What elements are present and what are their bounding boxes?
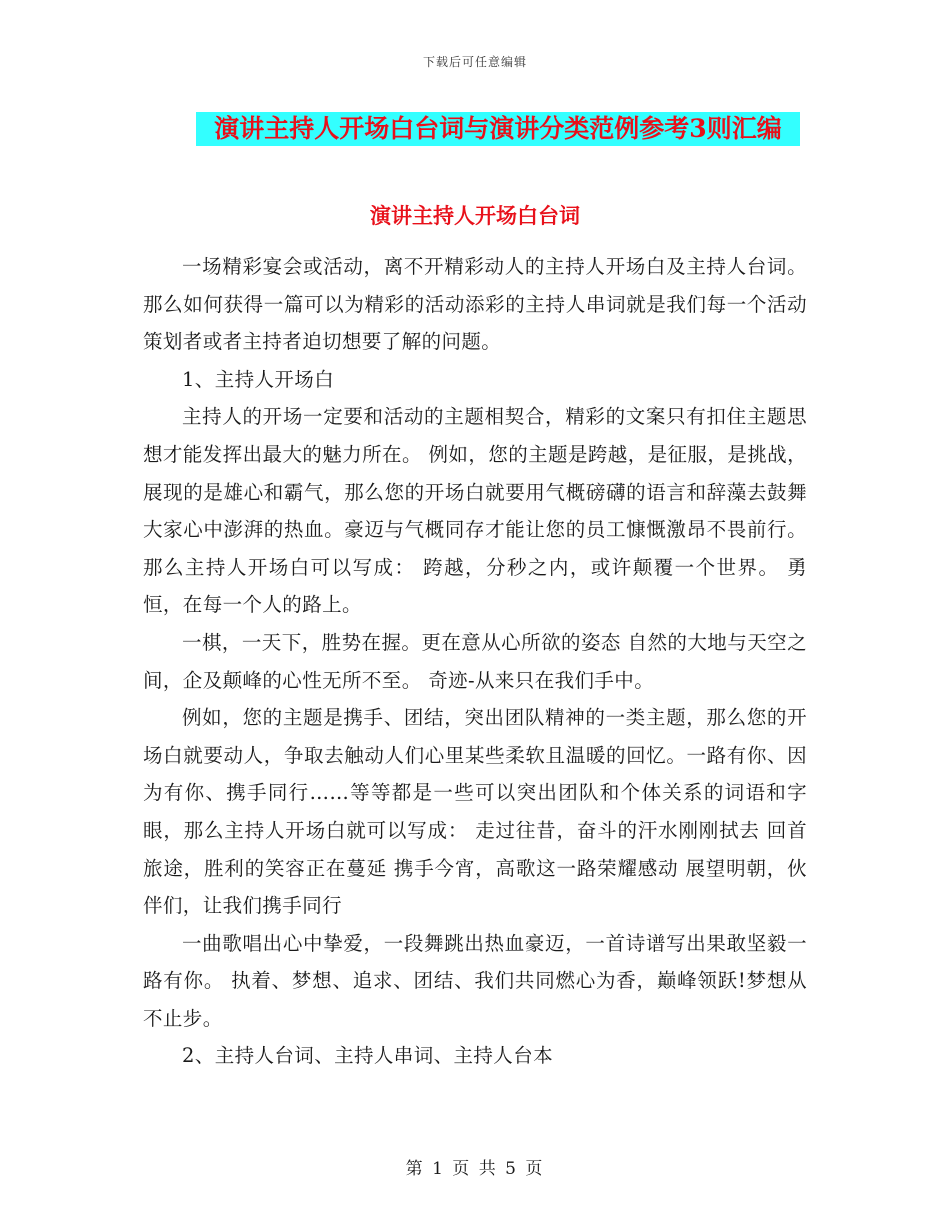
paragraph: 例如，您的主题是携手、团结，突出团队精神的一类主题，那么您的开场白就要动人，争取去触动人们心里某些柔软且温暖的回忆。一路有你、因为有你、携手同行……等等都是一些可以突出团队和个体关系的词语和字眼，那么主持人开场白就可以写成： 走过往昔，奋斗的汗水刚刚拭去 回首旅途，胜利的笑容正在蔓延 携手今宵，高歌这一路荣耀感动 展望明朝，伙伴们，让我们携手同行 <box>143 706 807 918</box>
paragraph-heading: 2、主持人台词、主持人串词、主持人台本 <box>182 1044 554 1068</box>
paragraph-heading: 1、主持人开场白 <box>182 367 335 391</box>
paragraph: 一棋，一天下，胜势在握。更在意从心所欲的姿态 自然的大地与天空之间，企及颠峰的心性无所不至。 奇迹-从来只在我们手中。 <box>143 630 807 692</box>
document-body <box>143 248 807 1075</box>
paragraph: 主持人的开场一定要和活动的主题相契合，精彩的文案只有扣住主题思想才能发挥出最大的魅力所在。 例如，您的主题是跨越，是征服，是挑战，展现的是雄心和霸气，那么您的开场白就要用气概磅礴的语言和辞藻去鼓舞大家心中澎湃的热血。豪迈与气概同存才能让您的员工慷慨激昂不畏前行。那么主持人开场白可以写成： 跨越，分秒之内，或许颠覆一个世界。 勇恒，在每一个人的路上。 <box>143 405 807 617</box>
section-title: 演讲主持人开场白台词 <box>370 203 580 228</box>
document-title: 演讲主持人开场白台词与演讲分类范例参考3则汇编 <box>196 112 800 146</box>
paragraph: 一场精彩宴会或活动，离不开精彩动人的主持人开场白及主持人台词。那么如何获得一篇可以为精彩的活动添彩的主持人串词就是我们每一个活动策划者或者主持者迫切想要了解的问题。 <box>143 255 807 354</box>
header-note: 下载后可任意编辑 <box>422 55 527 69</box>
page-number: 第 1 页 共 5 页 <box>405 1159 545 1179</box>
paragraph: 一曲歌唱出心中挚爱，一段舞跳出热血豪迈，一首诗谱写出果敢坚毅一路有你。 执着、梦想、追求、团结、我们共同燃心为香，巅峰领跃!梦想从不止步。 <box>143 931 807 1030</box>
